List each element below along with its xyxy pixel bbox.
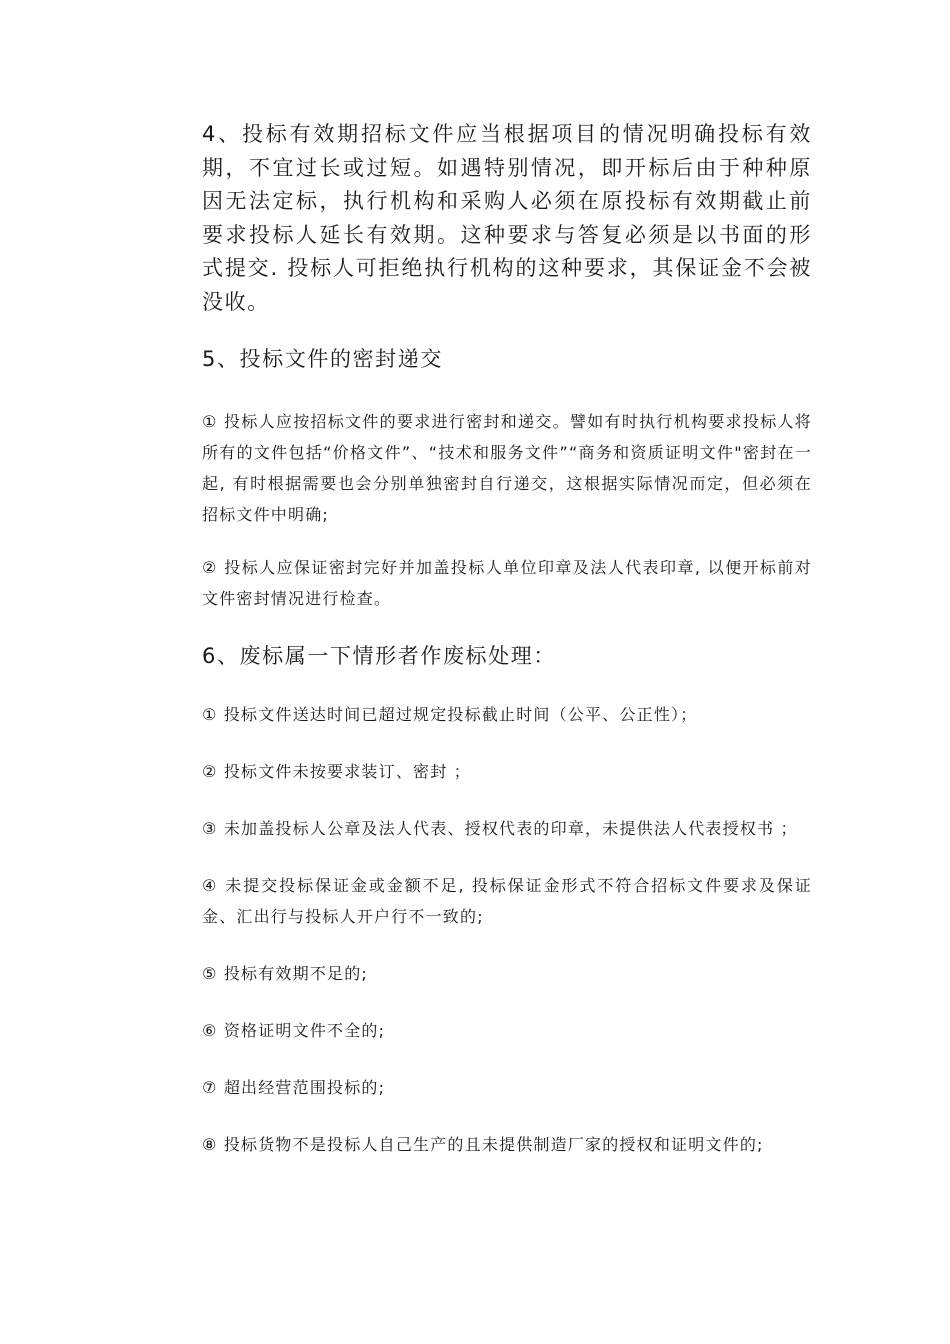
- section6-item-6: ⑥ 资格证明文件不全的;: [202, 1021, 386, 1040]
- section5-item-2: ② 投标人应保证密封完好并加盖投标人单位印章及法人代表印章, 以便开标前对文件密封情况进行检查。: [202, 558, 812, 608]
- section6-item-7: ⑦ 超出经营范围投标的;: [202, 1078, 386, 1097]
- section6-item-3: ③ 未加盖投标人公章及法人代表、授权代表的印章，未提供法人代表授权书 ；: [202, 819, 798, 838]
- document-page: [202, 118, 812, 1160]
- section5-heading: 5、投标文件的密封递交: [202, 347, 443, 371]
- section6-item-4: ④ 未提交投标保证金或金额不足, 投标保证金形式不符合招标文件要求及保证金、汇出行与投标人开户行不一致的;: [202, 876, 812, 926]
- section5-item-1: ① 投标人应按招标文件的要求进行密封和递交。譬如有时执行机构要求投标人将所有的文件包括“价格文件”、“技术和服务文件”“商务和资质证明文件"密封在一起, 有时根据需要也会分别单独密封自行递交，这根据实际情况而定，但必须在招标文件中明确;: [202, 412, 812, 524]
- section4-paragraph: 4、投标有效期招标文件应当根据项目的情况明确投标有效期，不宜过长或过短。如遇特别情况，即开标后由于种种原因无法定标，执行机构和采购人必须在原投标有效期截止前要求投标人延长有效期。这种要求与答复必须是以书面的形式提交. 投标人可拒绝执行机构的这种要求，其保证金不会被没收。: [202, 122, 812, 314]
- section6-item-2: ② 投标文件未按要求装订、密封 ；: [202, 762, 471, 781]
- section6-heading: 6、废标属一下情形者作废标处理：: [202, 644, 556, 668]
- section6-item-1: ① 投标文件送达时间已超过规定投标截止时间（公平、公正性）；: [202, 705, 698, 724]
- section6-item-5: ⑤ 投标有效期不足的;: [202, 964, 369, 983]
- section6-item-8: ⑧ 投标货物不是投标人自己生产的且未提供制造厂家的授权和证明文件的;: [202, 1135, 764, 1154]
